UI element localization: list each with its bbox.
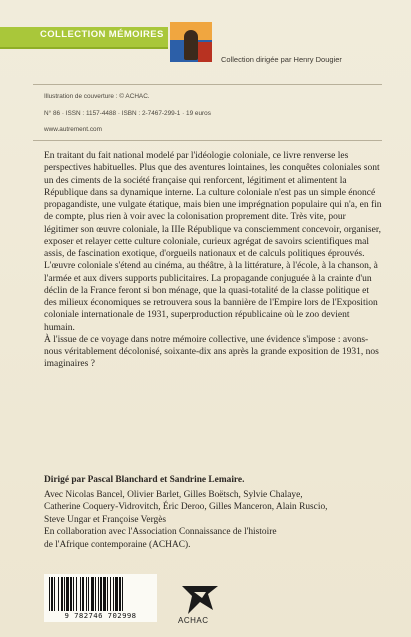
publisher-logo	[170, 580, 230, 630]
barcode-bars-icon	[49, 577, 152, 611]
cover-thumbnail-image	[170, 22, 212, 62]
website: www.autrement.com	[44, 126, 102, 133]
blurb-paragraph: À l'issue de ce voyage dans notre mémoire collective, une évidence s'impose : avons-nous véritablement décolonisé, soixante-dix ans après la grande exposition de 1931, nos imaginaires ?	[44, 334, 379, 370]
header	[0, 0, 411, 84]
contributors-line: Steve Ungar et Françoise Vergès	[44, 514, 167, 525]
divider	[33, 140, 382, 141]
issn-isbn-price: N° 86 · ISSN : 1157-4488 · ISBN : 2-7467-299-1 · 19 euros	[44, 110, 211, 117]
publisher-emblem-icon	[180, 580, 220, 616]
collection-title: COLLECTION MÉMOIRES	[40, 29, 164, 40]
illustration-credit: Illustration de couverture : © ACHAC.	[44, 93, 150, 100]
collaboration-line: En collaboration avec l'Association Connaissance de l'histoire	[44, 527, 277, 538]
collaboration-line: de l'Afrique contemporaine (ACHAC).	[44, 539, 191, 550]
barcode-digits: 9 782746 702998	[64, 611, 137, 620]
contributors-line: Avec Nicolas Bancel, Olivier Barlet, Gilles Boëtsch, Sylvie Chalaye,	[44, 489, 303, 500]
collection-director: Collection dirigée par Henry Dougier	[221, 55, 342, 64]
barcode	[44, 574, 157, 622]
credits	[44, 474, 384, 552]
contributors-line: Catherine Coquery-Vidrovitch, Éric Deroo, Gilles Manceron, Alain Ruscio,	[44, 502, 328, 513]
blurb-paragraph: L'œuvre coloniale s'étend au cinéma, au théâtre, à la littérature, à l'école, à la chanson, à l'armée et aux divers supports publicitaires. La propagande conjuguée à la crainte d'un déclin de la France feront si bon ménage, que la quasi-totalité de la classe politique et des milieux économiques se retrouvera sous la bannière de l'Empire lors de l'Exposition coloniale internationale de 1931, superproduction républicaine où le zoo devient humain.	[44, 261, 378, 333]
blurb	[44, 150, 382, 371]
divider	[33, 84, 382, 85]
blurb-paragraph: En traitant du fait national modelé par l'idéologie coloniale, ce livre renverse les perspectives habituelles. Plus que des aventures lointaines, les conquêtes coloniales sont un des ciments de la société française qui renforcent, légitiment et alimentent la République dans sa dynamique interne. La culture coloniale n'est pas un simple énoncé propagandiste, une vulgate étatique, mais bien une imprégnation populaire qui n'a, en fin de compte, plus rien à voir avec la colonisation proprement dite. Très vite, pour légitimer son œuvre coloniale, la IIIe République va consciemment concevoir, organiser, exposer et relayer cette culture coloniale, curieux agrégat de savoirs scientifiques mal assis, de fascination exotique, d'orgueils nationaux et de calculs politiques éprouvés.	[44, 151, 382, 259]
publisher-name: ACHAC	[178, 616, 209, 625]
directors: Dirigé par Pascal Blanchard et Sandrine Lemaire.	[44, 475, 245, 485]
collection-band	[0, 27, 168, 49]
